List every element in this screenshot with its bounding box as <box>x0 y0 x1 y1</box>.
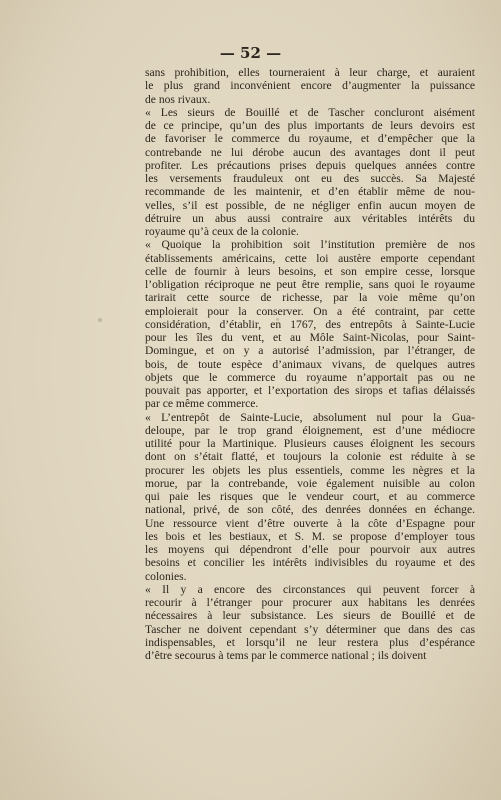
text-line: deloupe, par le trop grand éloignement, est d’une médiocre <box>145 423 475 437</box>
paragraph <box>145 238 475 410</box>
text-line: « Les sieurs de Bouillé et de Tascher concluront aisément <box>145 105 475 119</box>
text-line: de nos rivaux. <box>145 92 211 106</box>
text-line: recommande de les maintenir, et d’en établir même de nou- <box>145 185 475 199</box>
paragraph <box>145 106 475 239</box>
text-line: colonies. <box>145 569 187 583</box>
text-line: considération, d’établir, en 1767, des entrepôts à Sainte-Lucie <box>145 317 475 331</box>
text-line: utilité pour la Martinique. Plusieurs causes éloignent les secours <box>145 437 475 450</box>
text-line: Domingue, et on y a autorisé l’admission, par l’étranger, de <box>145 344 475 358</box>
text-line: royaume qu’à ceux de la colonie. <box>145 225 299 238</box>
text-line: de favoriser le commerce du royaume, et d’empêcher que la <box>145 132 475 146</box>
text-line: celle de fournir à leurs besoins, et son empire cesse, lorsque <box>145 264 475 278</box>
page-number: — 52 — <box>219 44 282 62</box>
text-line: par ce même commerce. <box>145 397 259 411</box>
text-line: l’obligation réciproque ne peut être remplie, sans quoi le royaume <box>145 278 475 291</box>
text-line: recourir à l’étranger pour procurer aux habitans les denrées <box>145 596 475 609</box>
text-line: pour les îles du vent, et au Môle Saint-Nicolas, pour Saint- <box>145 331 475 344</box>
text-line: pouvait pas apporter, et l’exportation des sirops et tafias délaissés <box>145 384 475 397</box>
text-line: de ce principe, qu’un des plus importants de leurs devoirs est <box>145 119 475 132</box>
text-line: les moyens qui dépendront d’elle pour pourvoir aux autres <box>145 543 475 556</box>
text-line: Tascher ne doivent cependant s’y déterminer que dans des cas <box>145 622 475 636</box>
text-line: « Il y a encore des circonstances qui peuvent forcer à <box>145 582 475 596</box>
text-line: détruire un abus aussi contraire aux véritables intérêts du <box>145 211 475 225</box>
text-line: bois, de toute espèce d’animaux vivans, de quelques autres <box>145 357 475 371</box>
text-line: procurer les objets les plus essentiels, comme les nègres et la <box>145 463 475 477</box>
text-line: le plus grand inconvénient encore d’augmenter la puissance <box>145 79 475 93</box>
text-line: les bois et les bestiaux, et S. M. se propose d’employer tous <box>145 529 475 543</box>
text-line: emploierait pour la conserver. On a été contraint, par cette <box>145 304 475 318</box>
text-line: objets que le commerce du royaume n’apportait pas ou ne <box>145 370 475 384</box>
text-line: d’être secourus à tems par le commerce national ; ils doivent <box>145 649 427 662</box>
text-line: « Quoique la prohibition soit l’institution première de nos <box>145 238 475 252</box>
text-line: sans prohibition, elles tourneraient à leur charge, et auraient <box>145 66 475 79</box>
text-line: les versements frauduleux ont eu des succès. Sa Majesté <box>145 172 475 185</box>
paragraph <box>145 583 475 663</box>
text-line: morue, par la contrebande, voie également nuisible au colon <box>145 476 475 490</box>
text-line: besoins et concilier les intérêts indivisibles du royaume et des <box>145 556 475 570</box>
body-text <box>145 66 475 662</box>
text-line: velles, s’il est possible, de ne négliger enfin aucun moyen de <box>145 198 475 212</box>
text-line: établissements américains, cette loi austère emporte cependant <box>145 251 475 265</box>
text-line: nécessaires à leur subsistance. Les sieurs de Bouillé et de <box>145 609 475 623</box>
text-line: dont on s’était flatté, et toujours la colonie est réduite à se <box>145 450 475 464</box>
text-line: Une ressource vient d’être ouverte à la côte d’Espagne pour <box>145 516 475 530</box>
text-line: national, privé, de son côté, des denrées données en échange. <box>145 503 475 517</box>
text-line: « L’entrepôt de Sainte-Lucie, absolument nul pour la Gua- <box>145 410 475 424</box>
text-line: profiter. Les précautions prises depuis quelques années contre <box>145 158 475 172</box>
text-line: tarirait cette source de richesse, par la voie même qu’on <box>145 291 475 305</box>
text-line: qui paie les risques que le vendeur court, et au commerce <box>145 490 475 503</box>
paragraph <box>145 411 475 583</box>
text-line: indispensables, et lorsqu’il ne leur restera plus d’espérance <box>145 635 475 649</box>
paragraph <box>145 66 475 106</box>
paper-stain <box>98 318 102 322</box>
text-line: contrebande ne lui dérobe aucun des avantages dont il peut <box>145 145 475 159</box>
